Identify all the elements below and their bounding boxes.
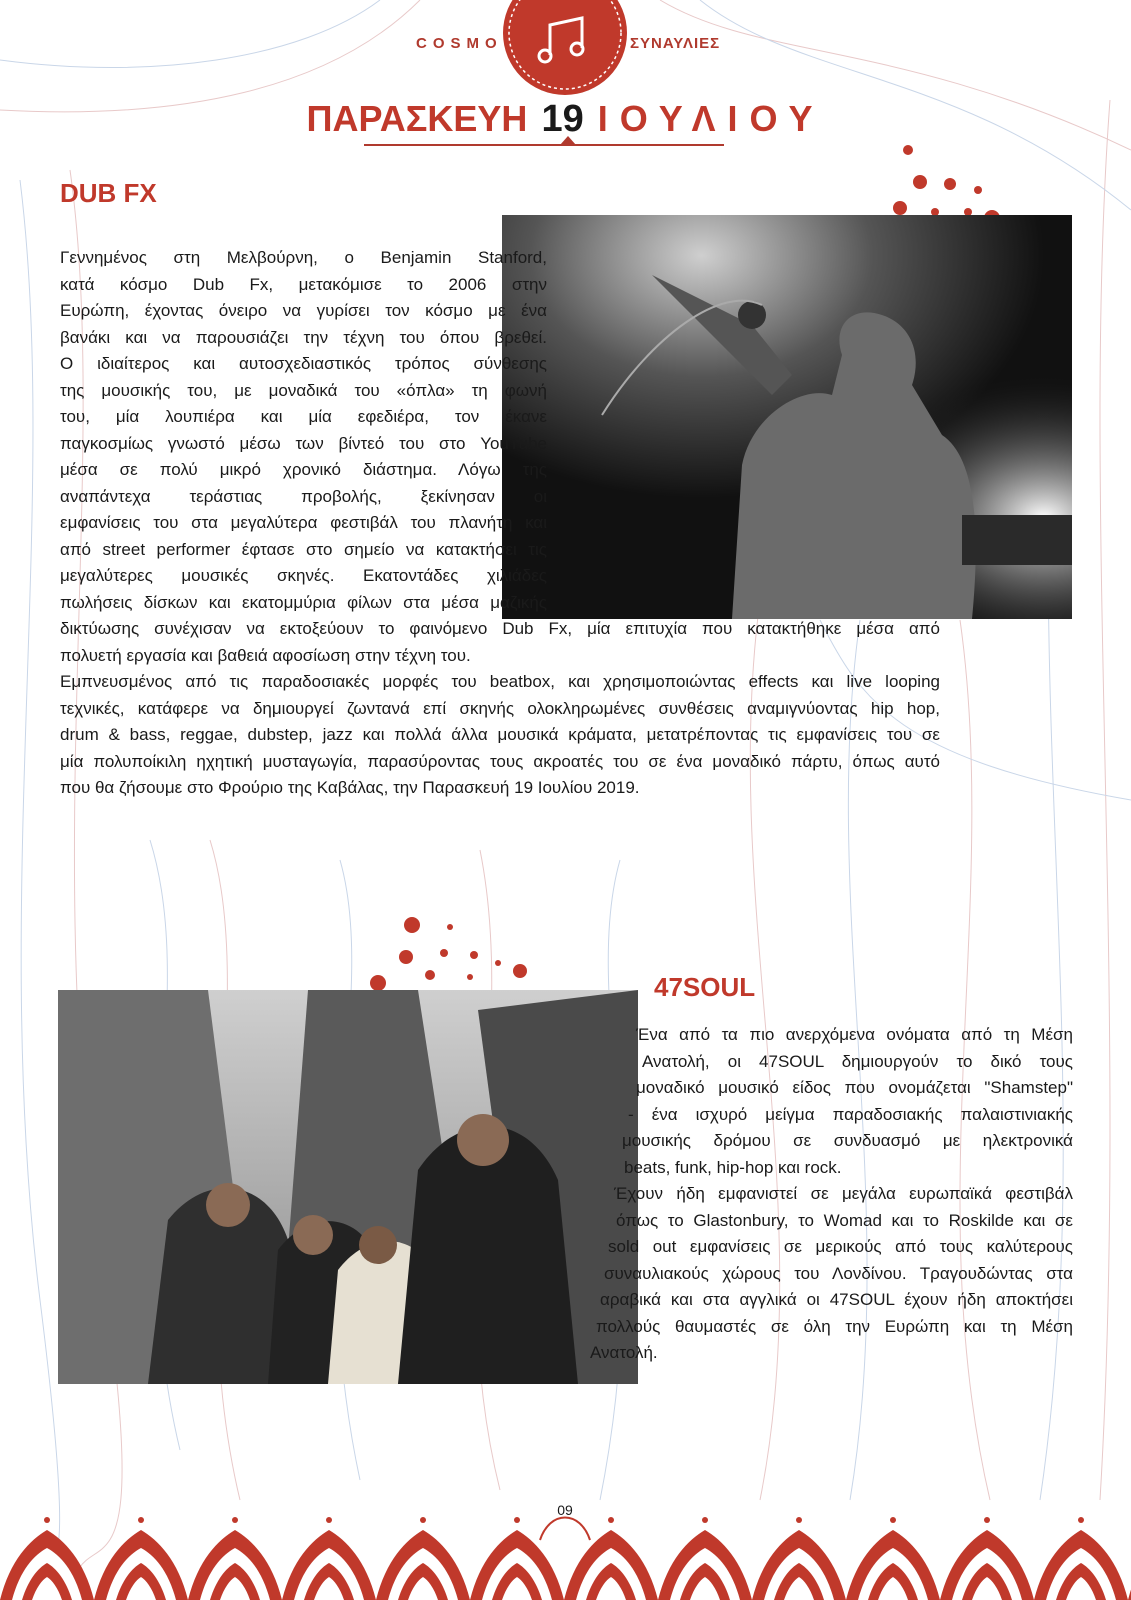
bio-line: πολυετή εργασία και βαθειά αφοσίωση στην τέχνη του. [60,645,471,665]
bio-line: Εμπνευσμένος από τις παραδοσιακές μορφές του beatbox, και χρησιμοποιώντας effects και live looping [60,672,940,691]
bio-line: Ευρώπη, έχοντας όνειρο να γυρίσει τον κόσμο με ένα [60,301,547,320]
dub-fx-photo [502,215,1072,619]
artist2-heading: 47SOUL [654,972,756,1002]
brand-left: COSMO [416,35,503,52]
title-underline [364,144,724,146]
bio-line: που θα ζήσουμε στο Φρούριο της Καβάλας, την Παρασκευή 19 Ιουλίου 2019. [60,778,640,797]
bio-line: κατά κόσμο Dub Fx, μετακόμισε το 2006 στην [60,274,547,294]
page-title [0,98,1131,141]
bio-line: παγκοσμίως γνωστό μέσω των βίντεό του στο YouTube [60,433,547,453]
bio-line: εμφανίσεις του στα μεγαλύτερα φεστιβάλ του πλανήτη και [60,513,547,532]
bio-line: πωλήσεις δίσκων και εκατομμύρια φίλων στα μέσα μαζικής [60,592,547,612]
bio-line: μία πολυποίκιλη ηχητική μυσταγωγία, παρασύροντας τους ακροατές του σε ένα μοναδικό πάρτυ, όπως αυτό [60,751,940,771]
weekday: ΠΑΡΑΣΚΕΥΗ [306,98,528,139]
bio-line: Γεννημένος στη Μελβούρνη, ο Benjamin Stanford, [60,248,547,267]
bio-line: Έχουν ήδη εμφανιστεί σε μεγάλα ευρωπαϊκά φεστιβάλ [614,1184,1073,1203]
bio-line: drum & bass, reggae, dubstep, jazz και πολλά άλλα μουσικά κράματα, μετατρέποντας τις εμφανίσεις του σε [60,725,940,744]
bio-line: από street performer έφτασε στο σημείο να κατακτήσει τις [60,539,547,559]
bio-line: - ένα ισχυρό μείγμα παραδοσιακής παλαιστινιακής [628,1104,1073,1124]
bio-line: Ο ιδιαίτερος και αυτοσχεδιαστικός τρόπος σύνθεσης [60,354,547,373]
bio-line: μοναδικό μουσικό είδος που ονομάζεται "Shamstep" [636,1078,1073,1097]
47soul-photo-illustration [58,990,638,1384]
bio-line: συναυλιακούς χώρους του Λονδίνου. Τραγουδώντας στα [604,1263,1073,1283]
bio-line: μεγαλύτερες μουσικές σκηνές. Εκατοντάδες χιλιάδες [60,566,547,585]
artist1-heading: DUB FX [60,178,157,208]
bio-line: Ανατολή. [590,1343,658,1362]
bio-line: sold out εμφανίσεις σε μερικούς από τους καλύτερους [608,1237,1073,1256]
artist2-bio [590,1022,1073,1367]
bio-line: μέσα σε πολύ μικρό χρονικό διάστημα. Λόγω της [60,460,547,479]
music-note-icon [502,0,628,96]
artist1-bio-wide [60,616,940,802]
bio-line: δικτύωσης συνέχισαν να εκτοξεύουν το φαινόμενο Dub Fx, μία επιτυχία που κατακτήθηκε μέσα από [60,619,940,638]
title-caret [560,136,576,145]
bio-line: αραβικά και στα αγγλικά οι 47SOUL έχουν ήδη αποκτήσει [600,1290,1073,1309]
bio-line: της μουσικής του, με μοναδικά του «όπλα» τη φωνή [60,380,547,400]
bio-line: Ανατολή, οι 47SOUL δημιουργούν το δικό τους [642,1051,1073,1071]
bio-line: πολλούς θαυμαστές σε όλη την Ευρώπη και τη Μέση [596,1316,1073,1336]
dub-fx-photo-illustration [502,215,1072,619]
bio-line: τεχνικές, κατάφερε να δημιουργεί ζωντανά επί σκηνής ολοκληρωμένες συνθέσεις αναμιγνύοντας hip hop, [60,698,940,718]
bio-line: Ένα από τα πιο ανερχόμενα ονόματα από τη Μέση [636,1025,1073,1044]
bio-line: beats, funk, hip-hop και rock. [624,1157,842,1177]
bio-line: μουσικής δρόμου σε συνδυασμό με ηλεκτρονικά [622,1131,1073,1150]
artist1-bio-narrow [60,245,547,616]
month: ΙΟΥΛΙΟΥ [597,98,825,139]
bio-line: του, μία λουπιέρα και μία εφεδιέρα, τον έκανε [60,407,547,426]
day-number: 19 [541,98,584,140]
bio-line: όπως το Glastonbury, το Womad και το Roskilde και σε [616,1210,1073,1230]
bio-line: αναπάντεχα τεράστιας προβολής, ξεκίνησαν οι [60,486,547,506]
brand-right: ΣΥΝΑΥΛΙΕΣ [630,35,721,52]
bio-line: βανάκι και να παρουσιάζει την τέχνη του όπου βρεθεί. [60,327,547,347]
47soul-photo [58,990,638,1384]
page-number: 09 [557,1502,573,1518]
